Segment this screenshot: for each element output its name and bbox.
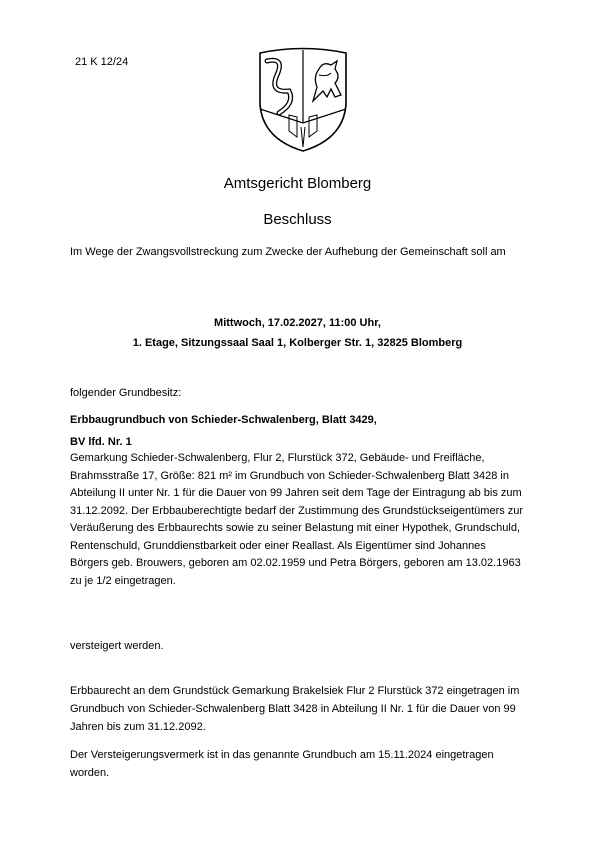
registration-note: Der Versteigerungsvermerk ist in das genannte Grundbuch am 15.11.2024 eingetragen worden. [70,749,494,779]
coat-of-arms-logo [257,47,349,153]
property-heading: Erbbaugrundbuch von Schieder-Schwalenberg, Blatt 3429, [70,414,377,426]
property-subheading: BV lfd. Nr. 1 [70,436,132,448]
file-number: 21 K 12/24 [75,56,129,68]
auction-statement: versteigert werden. [70,640,164,652]
intro-paragraph: Im Wege der Zwangsvollstreckung zum Zwecke der Aufhebung der Gemeinschaft soll am [70,246,506,258]
auction-datetime: Mittwoch, 17.02.2027, 11:00 Uhr, [214,317,381,329]
erbbaurecht-paragraph: Erbbaurecht an dem Grundstück Gemarkung Brakelsiek Flur 2 Flurstück 372 eingetragen im Grundbuch von Schieder-Schwalenberg Blatt 3428 in Abteilung II Nr. 1 für die Dauer von 99 Jahren bis zum 31.12.2092. [70,685,520,733]
auction-location: 1. Etage, Sitzungssaal Saal 1, Kolberger Str. 1, 32825 Blomberg [132,337,463,349]
document-title: Beschluss [263,211,332,228]
property-label: folgender Grundbesitz: [70,387,182,399]
property-description: Gemarkung Schieder-Schwalenberg, Flur 2, Flurstück 372, Gebäude- und Freifläche, Brahmsstraße 17, Größe: 821 m² im Grundbuch von Schieder-Schwalenberg Blatt 3428 in Abteilung II unter Nr. 1 für die Dauer von 99 Jahren seit dem Tage der Eintragung ab bis zum 31.12.2092. Der Erbbauberechtigte bedarf der Zustimmung des Grundstückseigentümers zur Veräußerung des Erbbaurechts sowie zu seiner Belastung mit einer Hypothek, Grundschuld, Rentenschuld, Grunddienstbarkeit oder einer Reallast. Als Eigentümer sind Johannes Börgers geb. Brouwers, geboren am 02.02.1959 und Petra Börgers, geboren am 13.02.1963 zu je 1/2 eingetragen. [70,452,524,587]
court-name: Amtsgericht Blomberg [223,175,372,192]
